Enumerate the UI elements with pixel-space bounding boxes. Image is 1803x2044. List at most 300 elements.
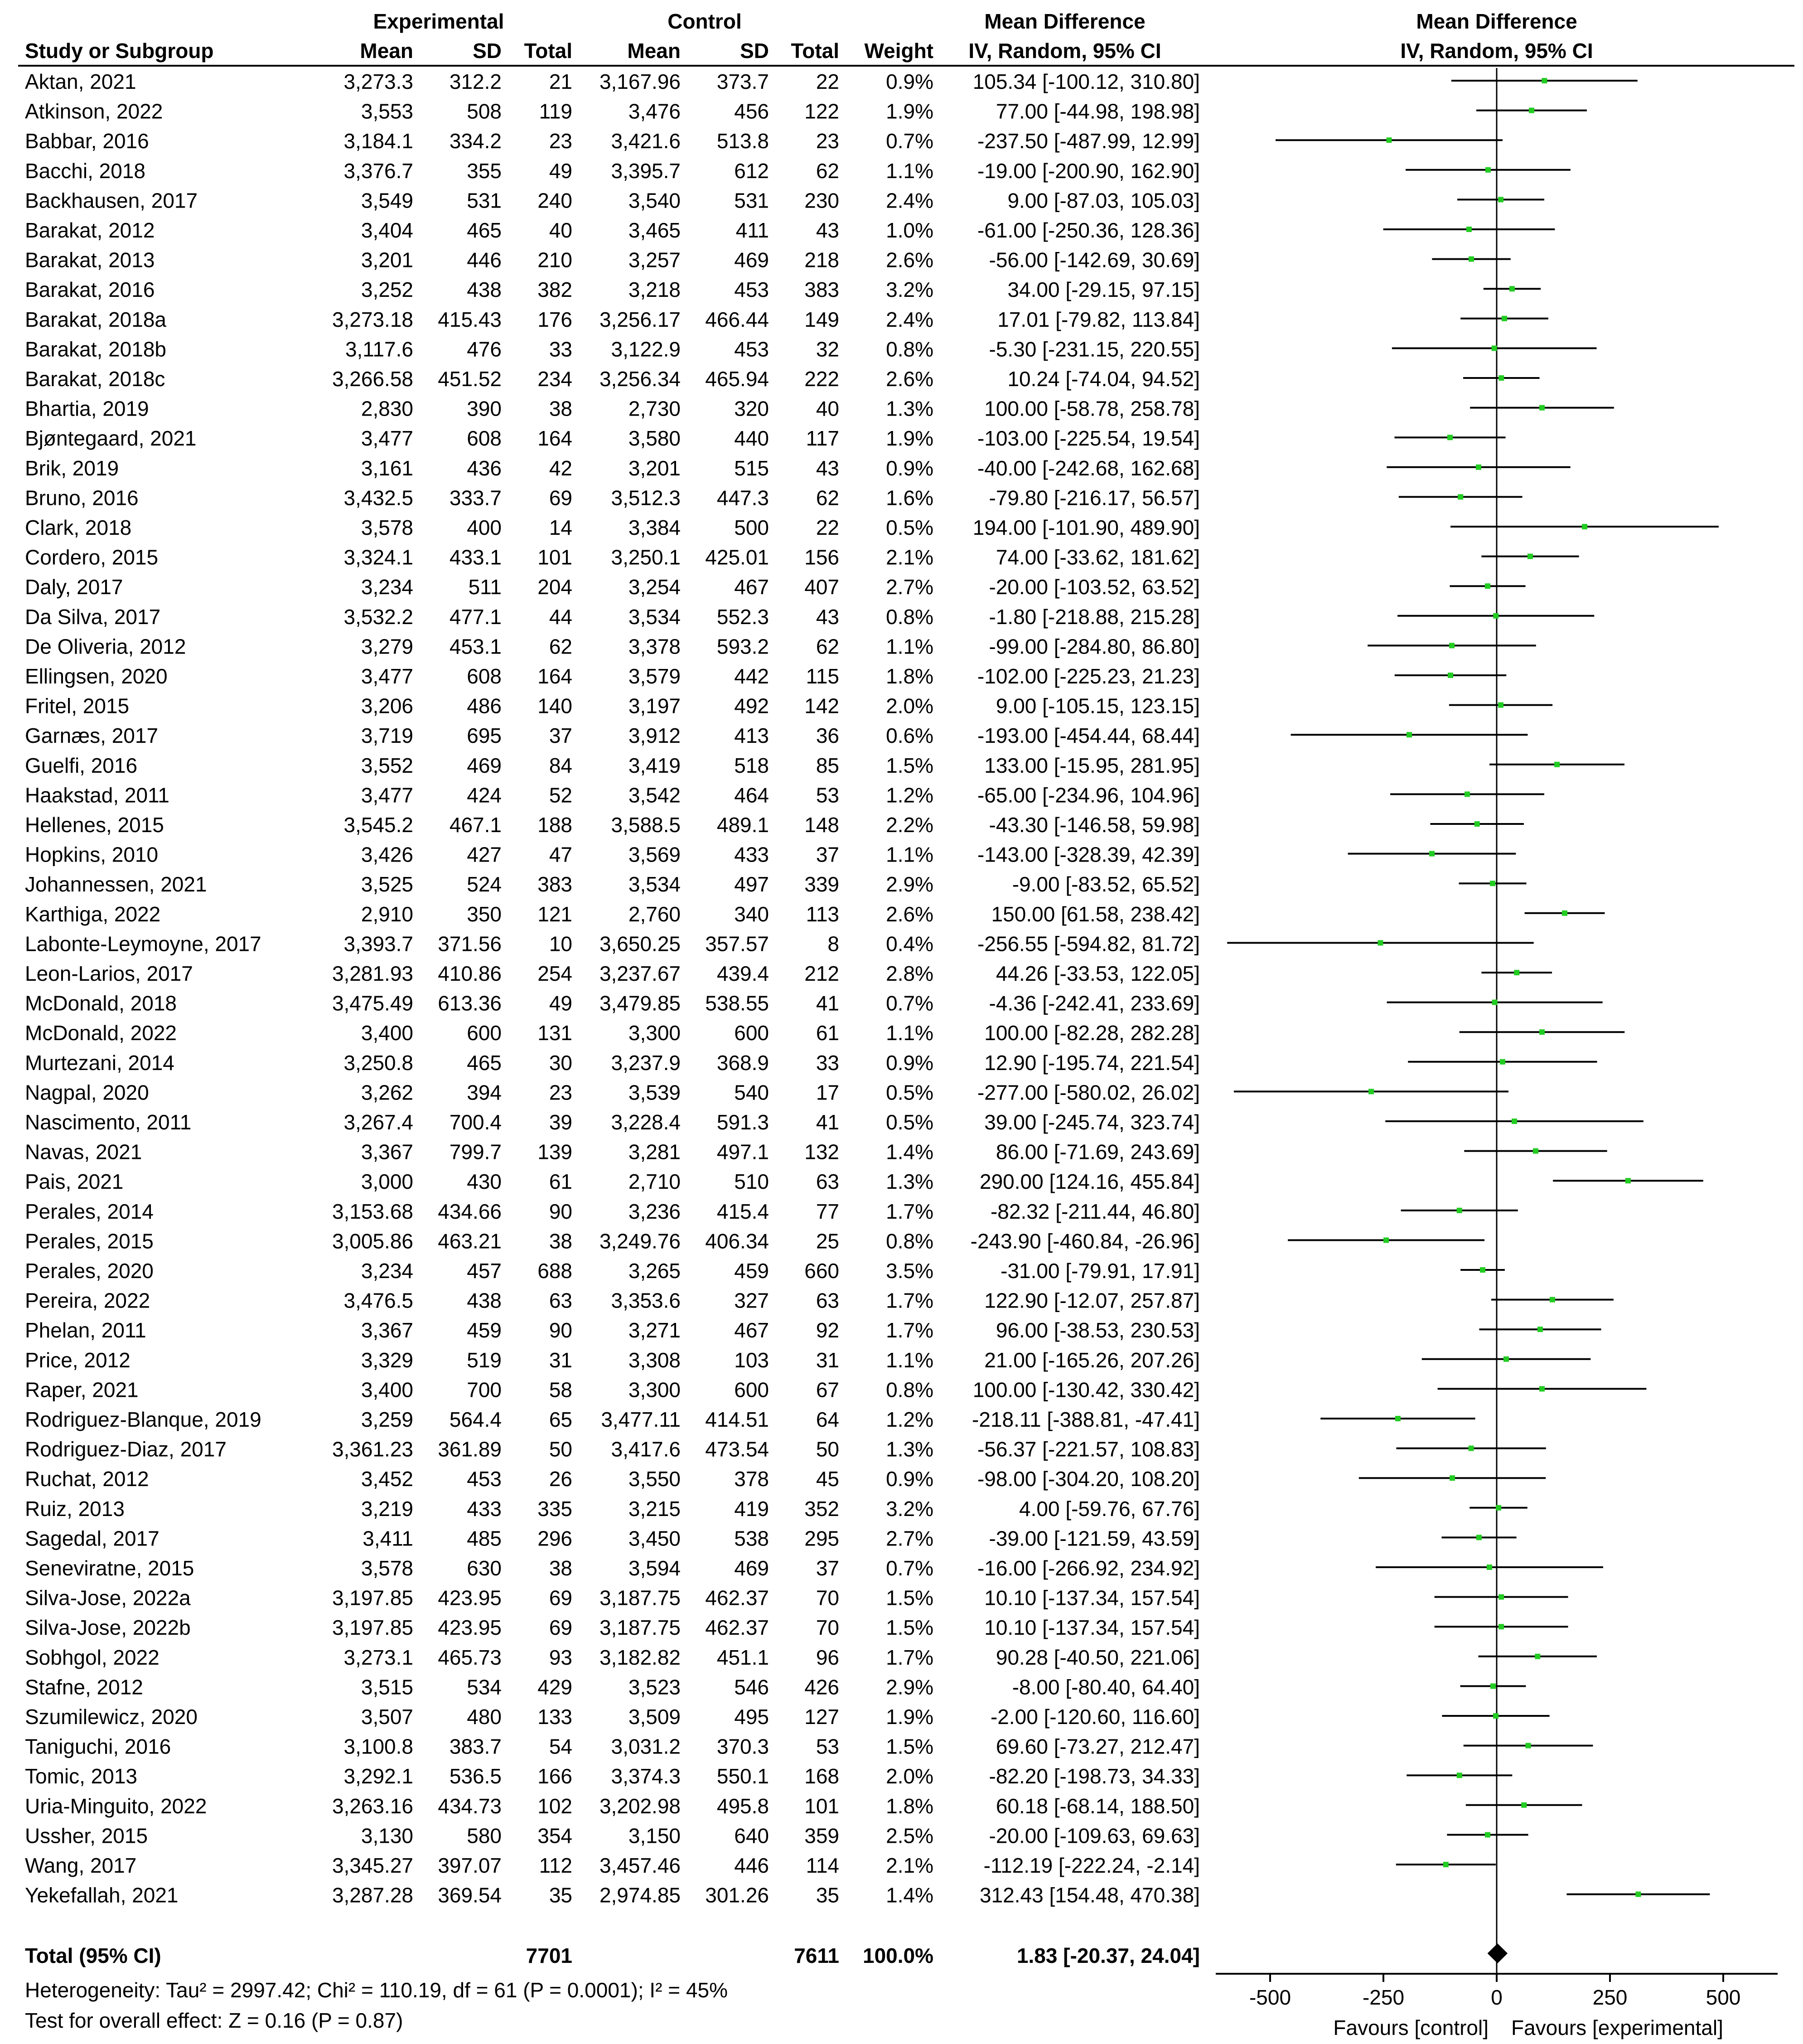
table-row xyxy=(25,278,1200,301)
cell-e-mean: 3,259 xyxy=(361,1408,413,1431)
cell-e-total: 62 xyxy=(549,635,572,659)
table-row xyxy=(25,962,1200,985)
point-estimate xyxy=(1368,1089,1374,1094)
cell-ci-text: -61.00 [-250.36, 128.36] xyxy=(977,218,1200,242)
cell-c-mean: 3,417.6 xyxy=(611,1437,681,1461)
cell-c-sd: 440 xyxy=(734,426,769,450)
cell-e-mean: 3,578 xyxy=(361,1556,413,1580)
cell-e-total: 90 xyxy=(549,1199,572,1223)
cell-ci-text: -43.30 [-146.58, 59.98] xyxy=(989,813,1200,837)
cell-c-sd: 442 xyxy=(734,664,769,688)
cell-c-total: 37 xyxy=(816,1556,839,1580)
study-name: Szumilewicz, 2020 xyxy=(25,1705,198,1729)
cell-e-mean: 2,830 xyxy=(361,397,413,421)
cell-e-total: 37 xyxy=(549,724,572,748)
point-estimate xyxy=(1387,137,1392,143)
cell-c-sd: 464 xyxy=(734,783,769,807)
study-name: Taniguchi, 2016 xyxy=(25,1734,171,1758)
cell-weight: 1.7% xyxy=(886,1199,933,1223)
cell-weight: 1.6% xyxy=(886,486,933,510)
cell-c-total: 85 xyxy=(816,753,839,777)
cell-ci-text: 96.00 [-38.53, 230.53] xyxy=(996,1318,1200,1342)
cell-c-mean: 3,509 xyxy=(628,1705,681,1729)
study-name: Stafne, 2012 xyxy=(25,1675,143,1699)
study-name: Ussher, 2015 xyxy=(25,1824,148,1848)
cell-ci-text: 9.00 [-87.03, 105.03] xyxy=(1007,189,1200,213)
cell-c-mean: 3,457.46 xyxy=(599,1854,681,1877)
point-estimate xyxy=(1539,405,1545,411)
cell-e-total: 65 xyxy=(549,1408,572,1431)
table-row xyxy=(25,516,1200,539)
cell-weight: 2.6% xyxy=(886,367,933,391)
table-row xyxy=(25,575,1200,599)
cell-c-total: 383 xyxy=(804,278,839,302)
point-estimate xyxy=(1485,1832,1490,1837)
cell-e-total: 69 xyxy=(549,486,572,510)
cell-c-mean: 2,710 xyxy=(628,1170,681,1194)
study-name: Seneviratne, 2015 xyxy=(25,1556,194,1580)
cell-e-mean: 3,262 xyxy=(361,1080,413,1104)
cell-c-mean: 3,479.85 xyxy=(599,991,681,1015)
point-estimate xyxy=(1378,940,1383,945)
point-estimate xyxy=(1457,1208,1462,1213)
total-ctrl-n: 7611 xyxy=(794,1944,839,1967)
cell-ci-text: 122.90 [-12.07, 257.87] xyxy=(984,1288,1200,1313)
cell-e-mean: 3,279 xyxy=(361,635,413,659)
cell-weight: 1.9% xyxy=(886,426,933,450)
cell-e-total: 139 xyxy=(537,1140,572,1164)
x-tick-label: 250 xyxy=(1592,1986,1628,2009)
cell-c-total: 45 xyxy=(816,1467,839,1491)
cell-weight: 0.5% xyxy=(886,1110,933,1134)
point-estimate xyxy=(1449,643,1455,648)
cell-c-mean: 3,523 xyxy=(628,1675,681,1699)
cell-weight: 1.1% xyxy=(886,159,933,183)
cell-c-mean: 3,550 xyxy=(628,1467,681,1491)
cell-weight: 0.7% xyxy=(886,991,933,1015)
cell-weight: 1.4% xyxy=(886,1140,933,1164)
study-name: Hopkins, 2010 xyxy=(25,843,159,867)
cell-c-total: 101 xyxy=(804,1794,839,1818)
cell-e-total: 54 xyxy=(549,1734,572,1758)
study-name: Silva-Jose, 2022a xyxy=(25,1586,191,1610)
cell-e-sd: 600 xyxy=(467,1021,502,1045)
cell-c-total: 43 xyxy=(816,605,839,629)
cell-e-sd: 350 xyxy=(467,902,502,926)
cell-ci-text: -98.00 [-304.20, 108.20] xyxy=(977,1467,1200,1491)
cell-e-mean: 3,507 xyxy=(361,1705,413,1729)
cell-c-sd: 489.1 xyxy=(716,813,769,837)
cell-e-mean: 3,525 xyxy=(361,872,413,896)
point-estimate xyxy=(1465,791,1470,797)
table-row xyxy=(25,1021,1200,1045)
cell-ci-text: -5.30 [-231.15, 220.55] xyxy=(989,337,1200,361)
study-name: Da Silva, 2017 xyxy=(25,605,161,629)
cell-e-sd: 410.86 xyxy=(438,962,502,985)
point-estimate xyxy=(1537,1327,1543,1332)
study-name: Nagpal, 2020 xyxy=(25,1080,149,1104)
cell-c-total: 53 xyxy=(816,1734,839,1758)
cell-c-mean: 3,300 xyxy=(628,1021,681,1045)
cell-ci-text: -256.55 [-594.82, 81.72] xyxy=(977,932,1200,956)
point-estimate xyxy=(1466,227,1472,232)
x-tick-label: 500 xyxy=(1706,1986,1741,2009)
cell-weight: 1.2% xyxy=(886,1408,933,1431)
cell-ci-text: 4.00 [-59.76, 67.76] xyxy=(1019,1497,1200,1521)
point-estimate xyxy=(1635,1892,1641,1897)
cell-e-mean: 3,361.23 xyxy=(332,1437,413,1461)
study-name: Rodriguez-Blanque, 2019 xyxy=(25,1408,261,1431)
cell-c-sd: 540 xyxy=(734,1080,769,1104)
point-estimate xyxy=(1526,1743,1531,1749)
cell-e-sd: 465.73 xyxy=(438,1645,502,1669)
cell-c-total: 64 xyxy=(816,1408,839,1431)
cell-weight: 0.9% xyxy=(886,1051,933,1075)
point-estimate xyxy=(1498,375,1504,381)
cell-c-mean: 3,250.1 xyxy=(611,545,681,569)
cell-c-sd: 103 xyxy=(734,1348,769,1372)
cell-e-sd: 434.73 xyxy=(438,1794,502,1818)
study-name: Daly, 2017 xyxy=(25,575,123,599)
cell-c-mean: 3,534 xyxy=(628,605,681,629)
cell-e-total: 429 xyxy=(537,1675,572,1699)
cell-e-mean: 3,404 xyxy=(361,218,413,242)
cell-e-sd: 463.21 xyxy=(438,1229,502,1253)
cell-e-total: 38 xyxy=(549,1556,572,1580)
cell-c-sd: 320 xyxy=(734,397,769,421)
cell-ci-text: -4.36 [-242.41, 233.69] xyxy=(989,991,1200,1015)
table-row xyxy=(25,1764,1200,1788)
study-name: Leon-Larios, 2017 xyxy=(25,962,193,985)
cell-c-sd: 433 xyxy=(734,843,769,867)
cell-c-total: 8 xyxy=(827,932,839,956)
cell-e-sd: 433 xyxy=(467,1497,502,1521)
cell-c-mean: 3,031.2 xyxy=(611,1734,681,1758)
cell-e-sd: 361.89 xyxy=(438,1437,502,1461)
cell-c-mean: 3,300 xyxy=(628,1378,681,1402)
cell-c-sd: 453 xyxy=(734,278,769,302)
cell-e-sd: 564.4 xyxy=(449,1408,502,1431)
cell-c-total: 295 xyxy=(804,1526,839,1550)
cell-ci-text: 44.26 [-33.53, 122.05] xyxy=(996,962,1200,985)
overall-effect-text: Test for overall effect: Z = 0.16 (P = 0.87) xyxy=(25,2009,403,2032)
cell-e-total: 23 xyxy=(549,129,572,153)
cell-c-sd: 411 xyxy=(735,218,769,242)
cell-c-mean: 3,569 xyxy=(628,843,681,867)
cell-e-sd: 695 xyxy=(467,724,502,748)
cell-c-mean: 3,187.75 xyxy=(599,1586,681,1610)
cell-c-total: 22 xyxy=(816,70,839,93)
cell-e-sd: 446 xyxy=(467,248,502,272)
table-row xyxy=(25,1526,1200,1550)
table-row xyxy=(25,1467,1200,1491)
cell-e-sd: 465 xyxy=(467,1051,502,1075)
study-name: Pais, 2021 xyxy=(25,1170,124,1194)
point-estimate xyxy=(1554,762,1560,767)
point-estimate xyxy=(1447,435,1453,440)
cell-e-mean: 3,234 xyxy=(361,575,413,599)
cell-e-sd: 397.07 xyxy=(438,1854,502,1877)
cell-weight: 2.1% xyxy=(886,1854,933,1877)
cell-c-mean: 3,650.25 xyxy=(599,932,681,956)
cell-e-mean: 3,263.16 xyxy=(332,1794,413,1818)
table-row xyxy=(25,664,1200,688)
cell-c-sd: 518 xyxy=(734,753,769,777)
point-estimate xyxy=(1469,257,1474,262)
cell-weight: 1.1% xyxy=(886,1021,933,1045)
study-name: Bjøntegaard, 2021 xyxy=(25,426,197,450)
table-row xyxy=(25,1200,1200,1223)
cell-c-total: 339 xyxy=(804,872,839,896)
cell-c-total: 352 xyxy=(804,1497,839,1521)
cell-e-mean: 3,273.18 xyxy=(332,307,413,331)
cell-weight: 2.9% xyxy=(886,872,933,896)
cell-e-sd: 334.2 xyxy=(449,129,502,153)
cell-ci-text: 10.24 [-74.04, 94.52] xyxy=(1007,367,1200,391)
header-experimental: Experimental xyxy=(373,10,504,33)
cell-c-sd: 600 xyxy=(734,1021,769,1045)
cell-e-total: 101 xyxy=(537,545,572,569)
cell-c-total: 53 xyxy=(816,783,839,807)
study-name: Raper, 2021 xyxy=(25,1378,139,1402)
cell-e-mean: 3,549 xyxy=(361,189,413,213)
cell-e-total: 176 xyxy=(537,307,572,331)
cell-ci-text: -82.20 [-198.73, 34.33] xyxy=(989,1764,1200,1788)
cell-e-mean: 3,545.2 xyxy=(343,813,413,837)
cell-c-total: 132 xyxy=(804,1140,839,1164)
point-estimate xyxy=(1498,197,1503,202)
x-tick-label: -250 xyxy=(1362,1986,1405,2009)
study-name: Barakat, 2018b xyxy=(25,337,167,361)
cell-weight: 2.4% xyxy=(886,189,933,213)
study-name: Uria-Minguito, 2022 xyxy=(25,1794,207,1818)
cell-c-sd: 469 xyxy=(734,1556,769,1580)
cell-ci-text: 34.00 [-29.15, 97.15] xyxy=(1007,278,1200,302)
cell-e-mean: 3,267.4 xyxy=(343,1110,413,1134)
cell-c-total: 96 xyxy=(816,1645,839,1669)
study-name: Atkinson, 2022 xyxy=(25,99,163,123)
cell-e-mean: 3,432.5 xyxy=(343,486,413,510)
point-estimate xyxy=(1395,1416,1401,1421)
cell-e-sd: 457 xyxy=(467,1259,502,1283)
cell-e-total: 49 xyxy=(549,159,572,183)
cell-e-sd: 451.52 xyxy=(438,367,502,391)
cell-c-total: 31 xyxy=(816,1348,839,1372)
cell-e-sd: 394 xyxy=(467,1080,502,1104)
cell-c-total: 37 xyxy=(816,843,839,867)
header-method: IV, Random, 95% CI xyxy=(968,39,1161,63)
cell-c-sd: 462.37 xyxy=(705,1616,769,1640)
cell-c-total: 660 xyxy=(804,1259,839,1283)
cell-e-sd: 453.1 xyxy=(449,635,502,659)
table-row xyxy=(25,248,1200,272)
cell-weight: 0.9% xyxy=(886,456,933,480)
point-estimate xyxy=(1485,167,1491,173)
point-estimate xyxy=(1476,465,1481,470)
study-name: Tomic, 2013 xyxy=(25,1764,138,1788)
cell-weight: 1.8% xyxy=(886,664,933,688)
point-estimate xyxy=(1485,583,1490,589)
cell-c-sd: 373.7 xyxy=(716,70,769,93)
cell-c-sd: 510 xyxy=(734,1170,769,1194)
cell-c-sd: 370.3 xyxy=(716,1734,769,1758)
cell-ci-text: 12.90 [-195.74, 221.54] xyxy=(984,1051,1200,1075)
cell-c-sd: 546 xyxy=(734,1675,769,1699)
cell-c-mean: 3,588.5 xyxy=(611,813,681,837)
study-name: Perales, 2014 xyxy=(25,1199,154,1223)
cell-c-total: 149 xyxy=(804,307,839,331)
cell-c-total: 148 xyxy=(804,813,839,837)
cell-e-mean: 3,477 xyxy=(361,664,413,688)
cell-c-total: 35 xyxy=(816,1883,839,1907)
cell-weight: 3.2% xyxy=(886,278,933,302)
cell-weight: 2.7% xyxy=(886,575,933,599)
cell-c-mean: 3,912 xyxy=(628,724,681,748)
cell-c-total: 50 xyxy=(816,1437,839,1461)
cell-ci-text: -19.00 [-200.90, 162.90] xyxy=(977,159,1200,183)
cell-c-mean: 3,249.76 xyxy=(599,1229,681,1253)
cell-c-sd: 612 xyxy=(734,159,769,183)
cell-c-mean: 3,450 xyxy=(628,1526,681,1550)
cell-c-sd: 447.3 xyxy=(716,486,769,510)
cell-e-mean: 3,281.93 xyxy=(332,962,413,985)
cell-c-sd: 495.8 xyxy=(716,1794,769,1818)
cell-c-mean: 3,150 xyxy=(628,1824,681,1848)
cell-c-total: 168 xyxy=(804,1764,839,1788)
cell-weight: 1.5% xyxy=(886,1734,933,1758)
cell-weight: 1.2% xyxy=(886,783,933,807)
cell-c-sd: 340 xyxy=(734,902,769,926)
header-control: Control xyxy=(667,10,742,33)
table-row xyxy=(25,100,1200,123)
study-name: Johannessen, 2021 xyxy=(25,872,207,896)
cell-c-sd: 414.51 xyxy=(705,1408,769,1431)
total-weight: 100.0% xyxy=(862,1944,933,1967)
cell-ci-text: -16.00 [-266.92, 234.92] xyxy=(977,1556,1200,1580)
cell-c-sd: 415.4 xyxy=(716,1199,769,1223)
point-estimate xyxy=(1429,851,1435,857)
cell-ci-text: 100.00 [-130.42, 330.42] xyxy=(972,1378,1200,1402)
study-name: Bruno, 2016 xyxy=(25,486,139,510)
cell-e-sd: 536.5 xyxy=(449,1764,502,1788)
cell-e-sd: 469 xyxy=(467,753,502,777)
point-estimate xyxy=(1562,911,1567,916)
cell-weight: 0.7% xyxy=(886,1556,933,1580)
cell-ci-text: -237.50 [-487.99, 12.99] xyxy=(977,129,1200,153)
cell-e-total: 131 xyxy=(537,1021,572,1045)
cell-c-sd: 301.26 xyxy=(705,1883,769,1907)
cell-c-mean: 3,228.4 xyxy=(611,1110,681,1134)
total-ci-text: 1.83 [-20.37, 24.04] xyxy=(1016,1944,1200,1967)
study-name: Brik, 2019 xyxy=(25,456,119,480)
cell-ci-text: 100.00 [-82.28, 282.28] xyxy=(984,1021,1200,1045)
pooled-diamond xyxy=(1488,1943,1508,1963)
cell-c-mean: 3,594 xyxy=(628,1556,681,1580)
cell-e-mean: 3,234 xyxy=(361,1259,413,1283)
cell-e-sd: 480 xyxy=(467,1705,502,1729)
cell-c-mean: 3,378 xyxy=(628,635,681,659)
cell-ci-text: 21.00 [-165.26, 207.26] xyxy=(984,1348,1200,1372)
cell-ci-text: -102.00 [-225.23, 21.23] xyxy=(977,664,1200,688)
cell-e-total: 14 xyxy=(549,516,572,539)
table-row xyxy=(25,605,1200,629)
cell-c-mean: 3,187.75 xyxy=(599,1616,681,1640)
table-row xyxy=(25,189,1200,212)
cell-ci-text: -218.11 [-388.81, -47.41] xyxy=(972,1408,1200,1431)
table-row xyxy=(25,992,1200,1015)
cell-e-sd: 508 xyxy=(467,99,502,123)
table-row xyxy=(25,1408,1200,1431)
cell-e-total: 21 xyxy=(549,70,572,93)
cell-c-total: 407 xyxy=(804,575,839,599)
cell-c-sd: 446 xyxy=(734,1854,769,1877)
cell-e-sd: 423.95 xyxy=(438,1586,502,1610)
cell-c-sd: 500 xyxy=(734,516,769,539)
cell-ci-text: 290.00 [124.16, 455.84] xyxy=(980,1170,1200,1194)
cell-c-sd: 552.3 xyxy=(716,605,769,629)
cell-e-mean: 3,005.86 xyxy=(332,1229,413,1253)
cell-c-mean: 3,237.67 xyxy=(599,962,681,985)
table-row xyxy=(25,456,1200,480)
cell-e-total: 90 xyxy=(549,1318,572,1342)
cell-e-sd: 427 xyxy=(467,843,502,867)
table-row xyxy=(25,1110,1200,1134)
cell-ci-text: 17.01 [-79.82, 113.84] xyxy=(997,307,1200,331)
cell-e-sd: 433.1 xyxy=(449,545,502,569)
cell-c-sd: 550.1 xyxy=(716,1764,769,1788)
cell-weight: 2.8% xyxy=(886,962,933,985)
cell-ci-text: -20.00 [-109.63, 69.63] xyxy=(989,1824,1200,1848)
cell-e-sd: 519 xyxy=(467,1348,502,1372)
cell-e-mean: 3,117.6 xyxy=(345,337,413,361)
cell-ci-text: -56.00 [-142.69, 30.69] xyxy=(989,248,1200,272)
cell-c-sd: 640 xyxy=(734,1824,769,1848)
cell-e-total: 49 xyxy=(549,991,572,1015)
study-name: Sagedal, 2017 xyxy=(25,1526,160,1550)
cell-ci-text: 39.00 [-245.74, 323.74] xyxy=(984,1110,1200,1134)
cell-e-total: 119 xyxy=(539,99,572,123)
cell-c-mean: 3,281 xyxy=(628,1140,681,1164)
cell-c-total: 62 xyxy=(816,486,839,510)
cell-c-mean: 3,465 xyxy=(628,218,681,242)
cell-e-mean: 3,345.27 xyxy=(332,1854,413,1877)
cell-weight: 1.7% xyxy=(886,1645,933,1669)
cell-e-total: 121 xyxy=(537,902,572,926)
cell-e-sd: 430 xyxy=(467,1170,502,1194)
cell-ci-text: 9.00 [-105.15, 123.15] xyxy=(996,694,1200,718)
cell-c-sd: 357.57 xyxy=(705,932,769,956)
cell-e-sd: 531 xyxy=(467,189,502,213)
header-ctrl-total: Total xyxy=(791,39,839,63)
point-estimate xyxy=(1448,673,1453,678)
table-row xyxy=(25,1824,1200,1847)
cell-ci-text: -40.00 [-242.68, 162.68] xyxy=(977,456,1200,480)
cell-c-mean: 3,254 xyxy=(628,575,681,599)
cell-e-sd: 524 xyxy=(467,872,502,896)
cell-ci-text: -20.00 [-103.52, 63.52] xyxy=(989,575,1200,599)
table-row xyxy=(25,1646,1200,1669)
study-name: Guelfi, 2016 xyxy=(25,753,138,777)
cell-ci-text: 150.00 [61.58, 238.42] xyxy=(991,902,1200,926)
cell-weight: 1.4% xyxy=(886,1883,933,1907)
point-estimate xyxy=(1474,821,1480,827)
point-estimate xyxy=(1492,345,1497,351)
cell-weight: 0.9% xyxy=(886,1467,933,1491)
cell-c-mean: 3,542 xyxy=(628,783,681,807)
point-estimate xyxy=(1512,1119,1517,1124)
cell-e-sd: 312.2 xyxy=(449,70,502,93)
cell-e-sd: 511 xyxy=(468,575,502,599)
